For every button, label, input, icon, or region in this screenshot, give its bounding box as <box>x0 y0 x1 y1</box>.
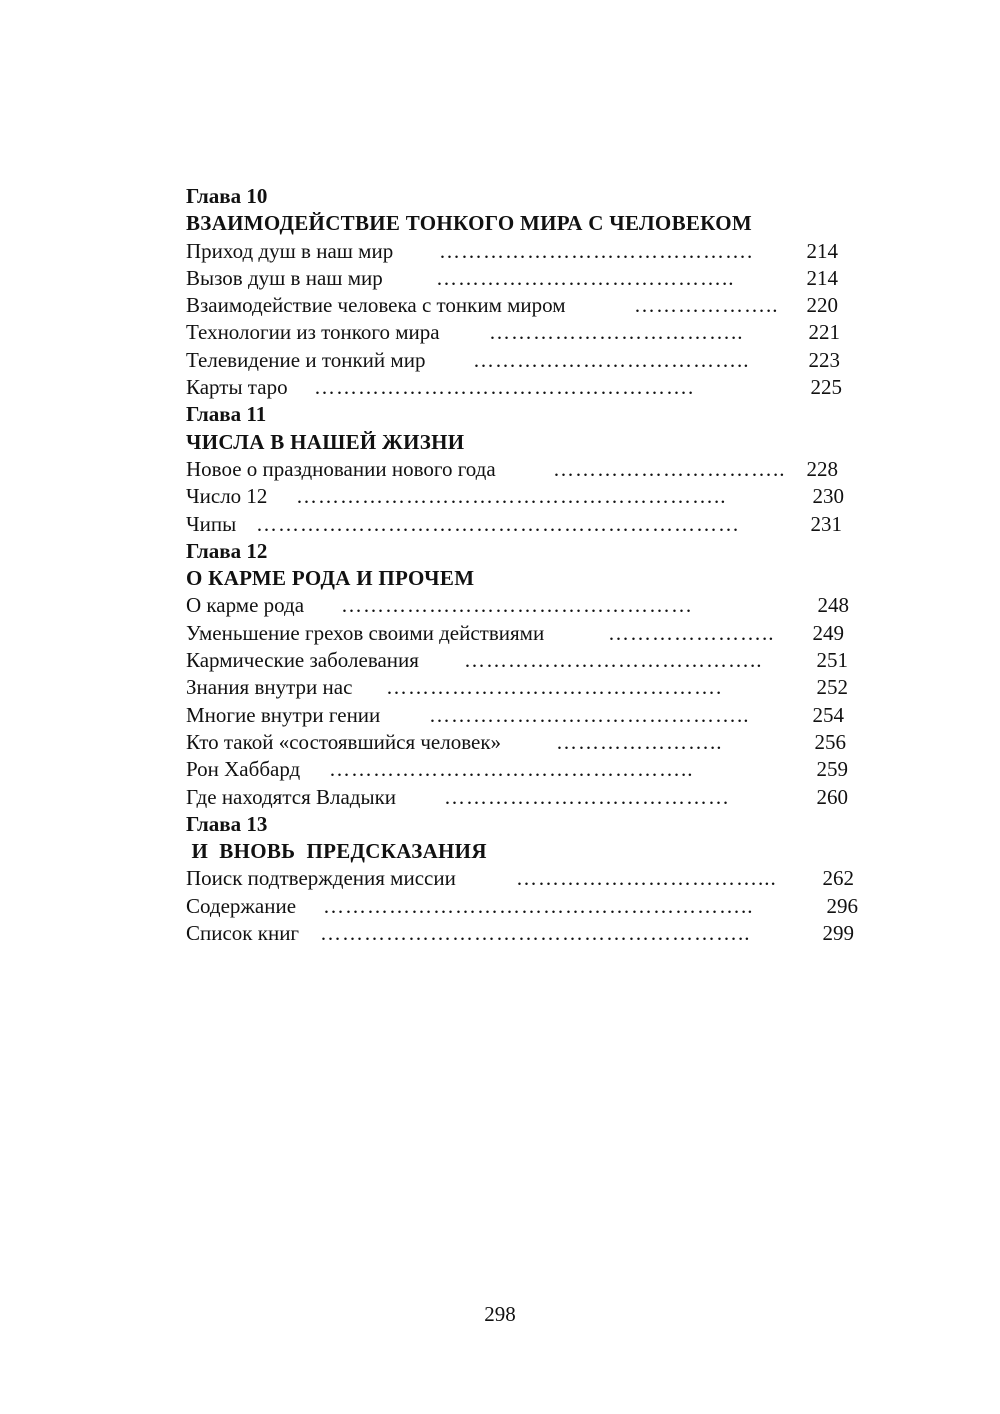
entry-title: Карты таро <box>186 374 296 401</box>
entry-title: Новое о праздновании нового года <box>186 456 504 483</box>
entry-page: 221 <box>808 320 840 345</box>
chapter-10 <box>186 183 866 401</box>
dot-leader: ………………………………………. <box>386 675 723 700</box>
entry-page: 223 <box>808 347 840 372</box>
dot-leader: ………………………………………………….. <box>320 921 751 946</box>
entry-page: 256 <box>814 729 846 754</box>
toc-entry[interactable] <box>186 647 866 674</box>
toc-entry[interactable] <box>186 893 866 920</box>
entry-page: 230 <box>812 484 844 509</box>
toc-entry[interactable] <box>186 483 866 510</box>
entry-page: 259 <box>816 757 848 782</box>
toc-entry[interactable] <box>186 702 866 729</box>
dot-leader: ………………………………………….. <box>329 757 694 782</box>
entry-page: 296 <box>826 893 858 918</box>
page-number: 298 <box>484 1302 516 1326</box>
dot-leader: ……………………………………………. <box>314 375 695 400</box>
dot-leader: ………………………………………… <box>341 593 693 618</box>
dot-leader: …………………………………….. <box>429 702 750 727</box>
dot-leader: ………………………………………………….. <box>323 893 754 918</box>
entry-title: Кто такой «состоявшийся человек» <box>186 729 509 756</box>
entry-title: Кармические заболевания <box>186 647 427 674</box>
chapter-label: Глава 13 <box>186 811 268 836</box>
chapter-11 <box>186 401 866 537</box>
toc-entry[interactable] <box>186 511 866 538</box>
dot-leader: ………………………………………………….. <box>296 484 727 509</box>
entry-page: 225 <box>810 375 842 400</box>
chapter-title: ВЗАИМОДЕЙСТВИЕ ТОНКОГО МИРА С ЧЕЛОВЕКОМ <box>186 211 752 236</box>
toc-entry[interactable] <box>186 456 866 483</box>
entry-title: Многие внутри гении <box>186 702 388 729</box>
dot-leader: ………………………….. <box>553 456 786 481</box>
dot-leader: ………………………………… <box>444 784 730 809</box>
dot-leader: ………………….. <box>556 729 723 754</box>
entry-page: 231 <box>810 511 842 536</box>
entry-page: 248 <box>817 593 849 618</box>
entry-title: Поиск подтверждения миссии <box>186 865 464 892</box>
toc-entry[interactable] <box>186 920 866 947</box>
entry-page: 252 <box>816 675 848 700</box>
entry-title: О карме рода <box>186 592 312 619</box>
toc-entry[interactable] <box>186 592 866 619</box>
entry-title: Уменьшение грехов своими действиями <box>186 620 552 647</box>
chapter-label: Глава 11 <box>186 402 267 427</box>
dot-leader: ……………….. <box>634 293 779 318</box>
table-of-contents <box>186 183 866 947</box>
chapter-13 <box>186 811 866 947</box>
toc-entry[interactable] <box>186 265 866 292</box>
dot-leader: ………………………………….. <box>464 648 763 673</box>
entry-page: 254 <box>812 702 844 727</box>
entry-title: Взаимодействие человека с тонким миром <box>186 292 574 319</box>
toc-entry[interactable] <box>186 238 866 265</box>
entry-title: Технологии из тонкого мира <box>186 319 448 346</box>
entry-title: Чипы <box>186 511 244 538</box>
dot-leader: ………………………………….. <box>436 265 735 290</box>
dot-leader: ……………………………... <box>516 866 777 891</box>
entry-title: Вызов душ в наш мир <box>186 265 391 292</box>
entry-title: Список книг <box>186 920 307 947</box>
toc-entry[interactable] <box>186 784 866 811</box>
dot-leader: …………………………….. <box>489 320 744 345</box>
dot-leader: ……………………………….. <box>473 347 750 372</box>
chapter-label: Глава 10 <box>186 184 268 208</box>
toc-entry[interactable] <box>186 865 866 892</box>
toc-entry[interactable] <box>186 620 866 647</box>
chapter-label: Глава 12 <box>186 538 268 563</box>
entry-title: Телевидение и тонкий мир <box>186 347 433 374</box>
chapter-title: О КАРМЕ РОДА И ПРОЧЕМ <box>186 566 475 591</box>
toc-entry[interactable] <box>186 674 866 701</box>
entry-page: 260 <box>816 784 848 809</box>
toc-entry[interactable] <box>186 729 866 756</box>
chapter-title: ЧИСЛА В НАШЕЙ ЖИЗНИ <box>186 429 465 454</box>
entry-page: 251 <box>816 648 848 673</box>
dot-leader: ………………….. <box>608 620 775 645</box>
entry-title: Рон Хаббард <box>186 756 308 783</box>
entry-title: Приход душ в наш мир <box>186 238 401 265</box>
entry-title: Содержание <box>186 893 304 920</box>
entry-page: 262 <box>822 866 854 891</box>
dot-leader: ……………………………………. <box>439 238 754 263</box>
entry-page: 228 <box>806 456 838 481</box>
entry-page: 220 <box>806 293 838 318</box>
toc-entry[interactable] <box>186 347 866 374</box>
chapter-12 <box>186 538 866 811</box>
entry-page: 249 <box>812 620 844 645</box>
entry-title: Знания внутри нас <box>186 674 360 701</box>
toc-entry[interactable] <box>186 319 866 346</box>
chapter-title: И ВНОВЬ ПРЕДСКАЗАНИЯ <box>186 839 487 864</box>
toc-entry[interactable] <box>186 292 866 319</box>
entry-page: 214 <box>806 265 838 290</box>
entry-title: Число 12 <box>186 483 275 510</box>
entry-page: 214 <box>806 238 838 263</box>
toc-entry[interactable] <box>186 756 866 783</box>
entry-page: 299 <box>822 921 854 946</box>
toc-entry[interactable] <box>186 374 866 401</box>
dot-leader: ………………………………………………………… <box>256 511 740 536</box>
entry-title: Где находятся Владыки <box>186 784 404 811</box>
